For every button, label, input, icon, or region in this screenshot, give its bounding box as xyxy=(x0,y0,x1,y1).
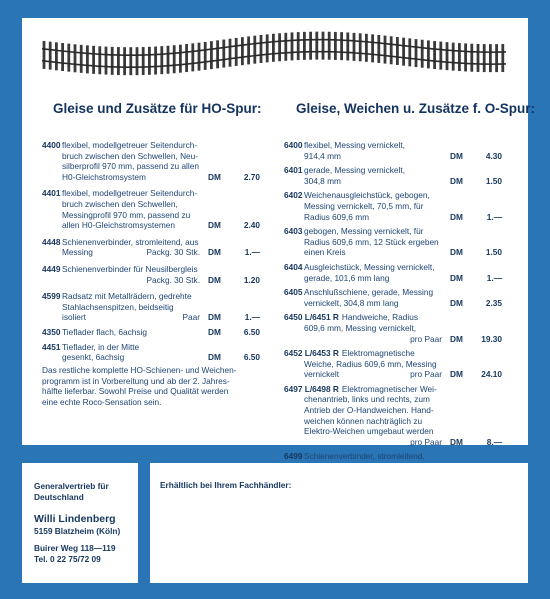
item-description: vernickelt xyxy=(304,369,340,380)
item-price: 6.50 xyxy=(243,326,260,337)
item-price-row xyxy=(284,298,502,309)
item-first-row xyxy=(284,384,502,395)
track-sleeper xyxy=(464,43,467,71)
item-number: 6499 xyxy=(284,451,303,462)
item-description: flexibel, modellgetreuer Seitendurch- xyxy=(62,140,198,150)
currency-label: DM xyxy=(450,297,463,308)
currency-label: DM xyxy=(450,150,463,161)
item-price-row xyxy=(42,220,260,231)
item-price: 19.30 xyxy=(481,333,502,344)
track-sleeper xyxy=(452,43,455,71)
track-sleeper xyxy=(129,47,132,75)
item-quantity: Packg. 30 Stk. xyxy=(146,247,200,258)
product-item xyxy=(284,262,502,283)
item-description xyxy=(304,437,410,448)
item-quantity: pro Paar xyxy=(410,369,442,380)
track-sleeper xyxy=(470,44,473,72)
track-sleeper xyxy=(160,46,163,74)
currency-label: DM xyxy=(208,247,221,258)
track-sleeper xyxy=(67,44,70,72)
product-item xyxy=(42,237,260,258)
item-description: Radius 609,6 mm, 12 Stück ergeben xyxy=(304,236,439,247)
item-description: Tieflader flach, 6achsig xyxy=(62,326,148,337)
product-item xyxy=(284,384,502,448)
footnote xyxy=(42,365,272,407)
track-sleeper xyxy=(421,40,424,68)
track-sleeper xyxy=(55,42,58,70)
distributor-region: Deutschland xyxy=(34,492,84,502)
item-number: 4401 xyxy=(42,188,61,199)
track-sleeper xyxy=(235,38,238,66)
footnote-line: eine echte Roco-Sensation sein. xyxy=(42,396,162,407)
item-number: 4350 xyxy=(42,326,61,337)
item-description xyxy=(304,334,410,345)
track-sleeper xyxy=(117,47,120,75)
item-price: 1.50 xyxy=(485,175,502,186)
item-number: 6404 xyxy=(284,261,303,272)
track-sleeper xyxy=(433,41,436,69)
o-product-list xyxy=(284,140,502,483)
track-sleeper xyxy=(427,40,430,68)
item-description: Elektro-Weichen umgebaut werden xyxy=(304,426,434,437)
item-first-row xyxy=(42,291,260,302)
item-first-row xyxy=(284,348,502,359)
track-sleeper xyxy=(266,34,269,62)
dealer-label: Erhältlich bei Ihrem Fachhändler: xyxy=(160,480,292,490)
track-sleeper xyxy=(340,32,343,60)
distributor-street: Buirer Weg 118—119 xyxy=(34,543,116,553)
distributor-phone: Tel. 0 22 75/72 09 xyxy=(34,554,101,564)
track-sleeper xyxy=(365,34,368,62)
item-description: H0-Gleichstromsystem xyxy=(62,171,146,182)
item-quantity: pro Paar xyxy=(410,436,442,447)
item-first-row xyxy=(42,237,260,248)
item-description: gerade, Messing vernickelt, xyxy=(304,165,405,176)
item-description: 914,4 mm xyxy=(304,150,341,161)
track-sleeper xyxy=(61,43,64,71)
product-item xyxy=(42,327,260,338)
track-sleeper xyxy=(204,42,207,70)
item-price: 6.50 xyxy=(243,352,260,363)
item-price: 1.20 xyxy=(243,274,260,285)
item-description xyxy=(62,275,147,286)
o-gauge-heading: Gleise, Weichen u. Zusätze f. O-Spur: xyxy=(296,101,536,116)
product-item xyxy=(42,291,260,323)
track-sleeper xyxy=(148,47,151,75)
item-price-row xyxy=(42,247,260,258)
track-sleeper xyxy=(123,47,126,75)
item-number: 6452 L/6453 R xyxy=(284,348,339,359)
item-number: 6402 xyxy=(284,190,303,201)
item-number: 6403 xyxy=(284,226,303,237)
item-first-row xyxy=(42,188,260,199)
track-sleeper xyxy=(377,35,380,63)
footnote-line: programm ist in Vorbereitung und ab der 2. Jahres- xyxy=(42,375,230,386)
item-first-row xyxy=(284,226,502,237)
currency-label: DM xyxy=(208,171,221,182)
track-sleeper xyxy=(415,39,418,67)
product-item xyxy=(284,165,502,186)
item-description: gebogen, Messing vernickelt, für xyxy=(304,226,424,237)
track-sleeper xyxy=(198,43,201,71)
item-description: bruch zwischen den Schwellen, xyxy=(62,198,178,209)
track-sleeper xyxy=(92,46,95,74)
item-description: Messing vernickelt, 70,5 mm, für xyxy=(304,200,424,211)
item-price: 2.40 xyxy=(243,220,260,231)
item-first-row xyxy=(42,140,260,151)
item-price-row xyxy=(284,176,502,187)
item-price-row xyxy=(42,352,260,363)
product-item xyxy=(284,348,502,380)
product-item xyxy=(284,190,502,222)
item-price: 2.70 xyxy=(243,171,260,182)
item-number: 4599 xyxy=(42,291,61,302)
currency-label: DM xyxy=(450,333,463,344)
item-price-row xyxy=(42,172,260,183)
item-price: 8.— xyxy=(486,436,502,447)
track-sleeper xyxy=(43,41,46,69)
item-first-row xyxy=(42,327,260,338)
track-sleeper xyxy=(495,44,498,72)
product-item xyxy=(42,188,260,230)
track-sleeper xyxy=(142,47,145,75)
track-sleeper xyxy=(98,46,101,74)
product-item xyxy=(42,140,260,182)
item-description: Stahlachsenspitzen, beidseitig xyxy=(62,301,174,312)
item-price-row xyxy=(284,212,502,223)
item-description: chenantrieb, links und rechts, zum xyxy=(304,394,430,405)
item-number: 4451 xyxy=(42,341,61,352)
track-sleeper xyxy=(260,35,263,63)
item-description: Radius 609,6 mm xyxy=(304,211,370,222)
flexible-track-illustration xyxy=(38,26,510,84)
item-price: 1.— xyxy=(486,272,502,283)
item-number: 6405 xyxy=(284,287,303,298)
item-quantity: pro Paar xyxy=(410,333,442,344)
item-description: Ausgleichstück, Messing vernickelt, xyxy=(304,261,435,272)
item-description: flexibel, Messing vernickelt, xyxy=(304,140,405,150)
track-sleeper xyxy=(278,33,281,61)
distributor-panel xyxy=(22,463,138,583)
item-first-row xyxy=(284,312,502,323)
track-sleeper xyxy=(191,43,194,71)
currency-label: DM xyxy=(208,220,221,231)
item-price-row xyxy=(42,312,260,323)
item-first-row xyxy=(42,342,260,353)
item-description: Elektromagnetische xyxy=(341,348,415,359)
item-first-row xyxy=(284,451,502,462)
currency-label: DM xyxy=(208,326,221,337)
currency-label: DM xyxy=(450,175,463,186)
track-sleeper xyxy=(173,45,176,73)
item-description: Handweiche, Radius xyxy=(341,312,418,323)
item-first-row xyxy=(284,165,502,176)
track-sleeper xyxy=(229,39,232,67)
item-description: Tieflader, in der Mitte xyxy=(62,341,140,352)
item-description: 609,6 mm, Messing vernickelt, xyxy=(304,322,417,333)
track-sleeper xyxy=(328,32,331,60)
track-sleeper xyxy=(284,33,287,61)
item-price: 1.— xyxy=(244,247,260,258)
track-sleeper xyxy=(346,32,349,60)
item-description: allen H0-Gleichstromsystemen xyxy=(62,220,175,231)
item-description: flexibel, modellgetreuer Seitendurch- xyxy=(62,188,198,199)
currency-label: DM xyxy=(208,352,221,363)
currency-label: DM xyxy=(450,369,463,380)
distributor-city: 5159 Blatzheim (Köln) xyxy=(34,526,121,536)
item-price-row xyxy=(284,151,502,162)
track-sleeper xyxy=(49,42,52,70)
track-sleeper xyxy=(309,32,312,60)
track-sleeper xyxy=(489,44,492,72)
footnote-line: hälfte lieferbar. Sowohl Preise und Qualität werden xyxy=(42,386,229,397)
item-price: 2.35 xyxy=(485,297,502,308)
currency-label: DM xyxy=(450,272,463,283)
track-sleeper xyxy=(390,36,393,64)
footnote-line: Das restliche komplette HO-Schienen- und Weichen- xyxy=(42,365,237,375)
track-sleeper xyxy=(371,34,374,62)
product-item xyxy=(284,287,502,308)
currency-label: DM xyxy=(208,312,221,323)
track-sleeper xyxy=(408,38,411,66)
track-sleeper xyxy=(291,32,294,60)
track-sleeper xyxy=(458,43,461,71)
item-number: 6401 xyxy=(284,165,303,176)
item-description: vernickelt, 304,8 mm lang xyxy=(304,297,399,308)
track-sleeper xyxy=(210,41,213,69)
item-price-row xyxy=(284,247,502,258)
item-first-row xyxy=(284,287,502,298)
item-price-row xyxy=(284,437,502,448)
product-item xyxy=(284,226,502,258)
item-description: Schienenverbinder, stromleitend, aus xyxy=(62,236,199,247)
track-sleeper xyxy=(111,47,114,75)
item-price: 24.10 xyxy=(481,369,502,380)
item-description: bruch zwischen den Schwellen, Neu- xyxy=(62,150,199,161)
track-sleeper xyxy=(167,46,170,74)
track-sleeper xyxy=(86,45,89,73)
item-quantity: Packg. 30 Stk. xyxy=(146,274,200,285)
item-description: Schienenverbinder, stromleitend, xyxy=(304,451,425,462)
item-description: 304,8 mm xyxy=(304,175,341,186)
track-sleeper xyxy=(185,44,188,72)
track-sleeper xyxy=(216,40,219,68)
item-description: Weiche, Radius 609,6 mm, Messing xyxy=(304,358,437,369)
item-description: Elektromagnetischer Wei- xyxy=(341,383,437,394)
track-sleeper xyxy=(247,36,250,64)
track-sleeper xyxy=(439,42,442,70)
item-description: Messing xyxy=(62,247,93,258)
item-number: 4448 xyxy=(42,236,61,247)
item-first-row xyxy=(42,264,260,275)
track-sleeper xyxy=(402,38,405,66)
track-sleeper xyxy=(353,33,356,61)
item-description: Schienenverbinder für Neusilbergleis xyxy=(62,263,198,274)
product-item xyxy=(284,140,502,161)
item-description: Anschlußschiene, gerade, Messing xyxy=(304,287,434,298)
track-sleeper xyxy=(297,32,300,60)
item-price: 4.30 xyxy=(485,150,502,161)
item-price: 1.— xyxy=(486,211,502,222)
item-price: 1.— xyxy=(244,312,260,323)
item-number: 4400 xyxy=(42,140,61,150)
item-description: gesenkt, 6achsig xyxy=(62,352,125,363)
item-description: einen Kreis xyxy=(304,247,346,258)
item-description: silberprofil 970 mm, passend zu allen xyxy=(62,161,199,172)
item-first-row xyxy=(284,140,502,151)
track-sleeper xyxy=(105,47,108,75)
ho-product-list xyxy=(42,140,260,363)
track-sleeper xyxy=(483,44,486,72)
currency-label: DM xyxy=(450,436,463,447)
track-sleeper xyxy=(222,40,225,68)
item-number: 6450 L/6451 R xyxy=(284,312,339,323)
item-description: gerade, 101,6 mm lang xyxy=(304,272,390,283)
item-price: 1.50 xyxy=(485,247,502,258)
item-first-row xyxy=(284,262,502,273)
item-description: Radsatz mit Metallrädern, gedrehte xyxy=(62,291,192,302)
ho-gauge-heading: Gleise und Zusätze für HO-Spur: xyxy=(53,101,262,116)
item-description: weichen können nachträglich zu xyxy=(304,415,423,426)
currency-label: DM xyxy=(450,247,463,258)
item-number: 6400 xyxy=(284,140,303,150)
track-sleeper xyxy=(179,45,182,73)
track-sleeper xyxy=(303,32,306,60)
track-sleeper xyxy=(446,42,449,70)
item-number: 4449 xyxy=(42,263,61,274)
item-description: Antrieb der O-Handweichen. Hand- xyxy=(304,405,434,416)
item-number: 6497 L/6498 R xyxy=(284,383,339,394)
distributor-name: Willi Lindenberg xyxy=(34,513,116,525)
track-sleeper xyxy=(253,36,256,64)
track-sleeper xyxy=(241,37,244,65)
dealer-panel xyxy=(150,463,528,583)
item-price-row xyxy=(284,369,502,380)
item-description: isoliert xyxy=(62,312,86,323)
item-price-row xyxy=(42,275,260,286)
product-item xyxy=(42,264,260,285)
item-quantity: Paar xyxy=(182,312,200,323)
track-sleeper xyxy=(272,34,275,62)
distributor-label: Generalvertrieb für xyxy=(34,481,109,491)
track-sleeper xyxy=(359,33,362,61)
item-price-row xyxy=(284,273,502,284)
item-description: Messingprofil 970 mm, passend zu xyxy=(62,209,191,220)
track-sleeper xyxy=(74,44,77,72)
track-sleeper xyxy=(477,44,480,72)
track-sleeper xyxy=(384,36,387,64)
track-sleeper xyxy=(80,45,83,73)
product-item xyxy=(284,312,502,344)
currency-label: DM xyxy=(450,211,463,222)
track-sleeper xyxy=(136,47,139,75)
product-item xyxy=(42,342,260,363)
item-first-row xyxy=(284,190,502,201)
track-sleeper xyxy=(322,32,325,60)
track-sleeper xyxy=(154,47,157,75)
item-description: Weichenausgleichstück, gebogen, xyxy=(304,190,430,201)
currency-label: DM xyxy=(208,274,221,285)
track-sleeper xyxy=(334,32,337,60)
track-sleeper xyxy=(396,37,399,65)
track-sleeper xyxy=(315,32,318,60)
track-sleeper xyxy=(501,44,504,72)
item-price-row xyxy=(284,334,502,345)
